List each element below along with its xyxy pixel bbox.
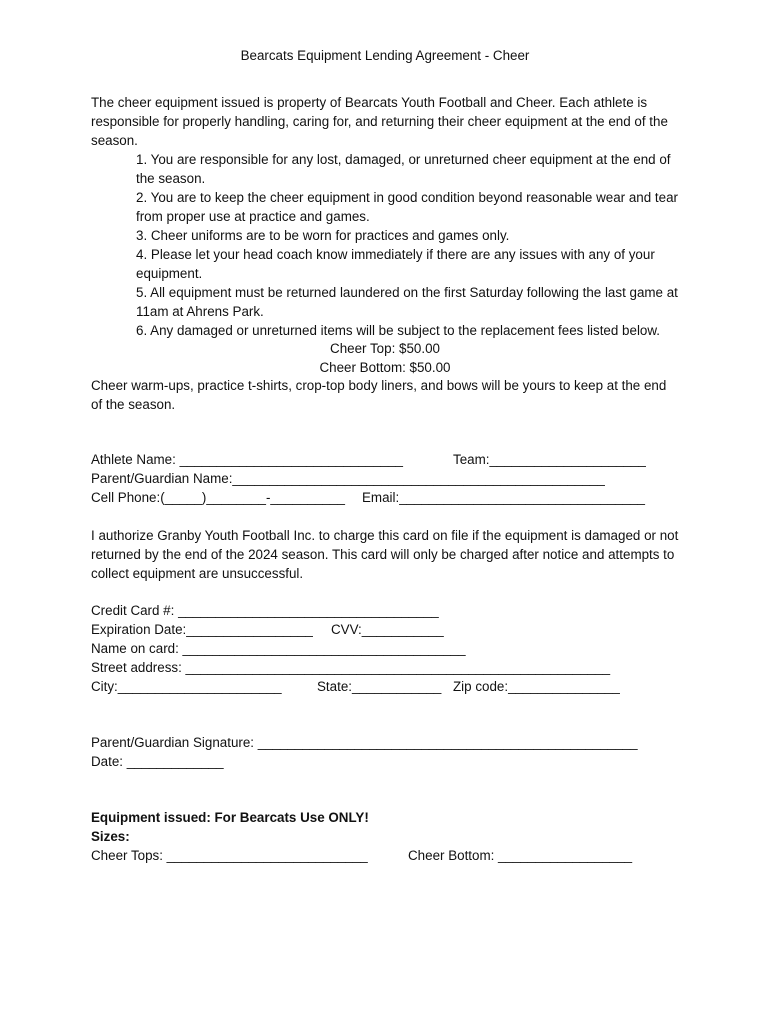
expiration-date-field[interactable]: Expiration Date:_________________	[91, 622, 313, 637]
rule-item: 2. You are to keep the cheer equipment in good condition beyond reasonable wear and tear from proper use at practice and games.	[136, 190, 678, 224]
parent-signature-field[interactable]: Parent/Guardian Signature: ___________________________________________________	[91, 735, 638, 750]
cheer-tops-size-field[interactable]: Cheer Tops: ___________________________	[91, 848, 368, 863]
signature-date-field[interactable]: Date: _____________	[91, 754, 224, 769]
cheer-bottom-size-field[interactable]: Cheer Bottom: __________________	[408, 848, 633, 863]
cheer-bottom-price: Cheer Bottom: $50.00	[319, 360, 451, 375]
state-field[interactable]: State:____________	[317, 679, 442, 694]
cheer-top-price: Cheer Top: $50.00	[330, 341, 440, 356]
rule-item: 5. All equipment must be returned laundered on the first Saturday following the last game at 11am at Ahrens Park.	[136, 285, 678, 319]
rule-item: 6. Any damaged or unreturned items will be subject to the replacement fees listed below.	[136, 323, 661, 338]
replacement-fees	[0, 339, 770, 377]
parent-guardian-name-field[interactable]: Parent/Guardian Name:__________________________________________________	[91, 471, 605, 486]
document-title: Bearcats Equipment Lending Agreement - Cheer	[240, 48, 530, 63]
name-on-card-field[interactable]: Name on card: ______________________________________	[91, 641, 466, 656]
keep-items-paragraph: Cheer warm-ups, practice t-shirts, crop-top body liners, and bows will be yours to keep at the end of the season.	[91, 378, 667, 412]
authorization-paragraph: I authorize Granby Youth Football Inc. to charge this card on file if the equipment is damaged or not returned by the end of the 2024 season. This card will only be charged after notice and attempts to collect equipment are unsuccessful.	[91, 528, 679, 581]
street-address-field[interactable]: Street address: _________________________________________________________	[91, 660, 611, 675]
equipment-issued-heading: Equipment issued: For Bearcats Use ONLY!	[91, 810, 369, 825]
rule-item: 3. Cheer uniforms are to be worn for practices and games only.	[136, 228, 510, 243]
sizes-label: Sizes:	[91, 829, 130, 844]
athlete-name-field[interactable]: Athlete Name: ______________________________	[91, 452, 403, 467]
team-field[interactable]: Team:_____________________	[453, 452, 646, 467]
cvv-field[interactable]: CVV:___________	[331, 622, 444, 637]
rule-item: 1. You are responsible for any lost, damaged, or unreturned cheer equipment at the end of the season.	[136, 152, 671, 186]
intro-paragraph: The cheer equipment issued is property of Bearcats Youth Football and Cheer. Each athlete is responsible for properly handling, caring for, and returning their cheer equipment at the end of the season.	[91, 95, 668, 148]
rule-item: 4. Please let your head coach know immediately if there are any issues with any of your equipment.	[136, 247, 655, 281]
rules-list	[136, 150, 692, 340]
cell-phone-field[interactable]: Cell Phone:(_____)________-__________	[91, 490, 345, 505]
credit-card-number-field[interactable]: Credit Card #: ___________________________________	[91, 603, 439, 618]
email-field[interactable]: Email:_________________________________	[362, 490, 645, 505]
zip-code-field[interactable]: Zip code:_______________	[453, 679, 620, 694]
city-field[interactable]: City:______________________	[91, 679, 282, 694]
